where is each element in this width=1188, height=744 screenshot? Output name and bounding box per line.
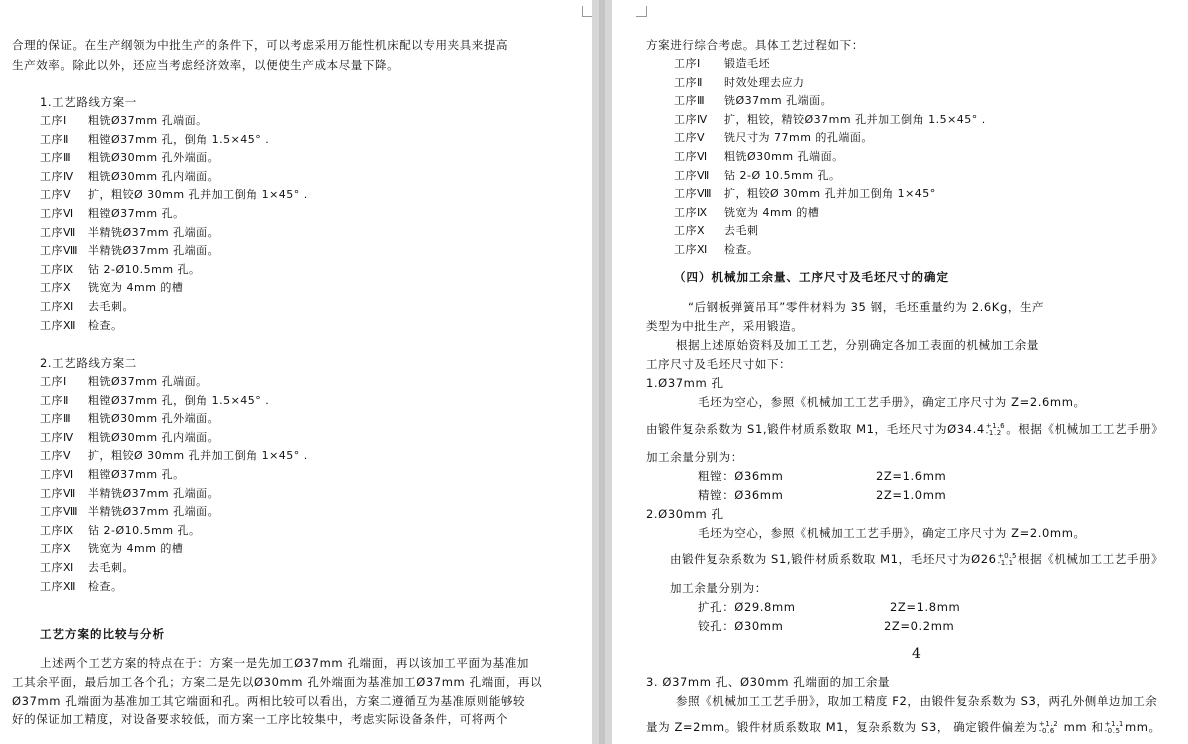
compare-title: 工艺方案的比较与分析 — [40, 627, 165, 641]
continuation-line: 方案进行综合考虑。具体工艺过程如下： — [646, 38, 864, 52]
crop-mark-top-right — [582, 6, 592, 17]
step-number: 工序Ⅰ — [40, 114, 67, 127]
hole37-text: 毛坯为空心，参照《机械加工工艺手册》，确定工序尺寸为 Z=2.6mm。 — [698, 395, 1086, 409]
deviation-line: 量为 Z=2mm。锻件材质系数取 M1，复杂系数为 S3， 确定锻件偏差为 +1.2 -0.6 mm 和 +1.1 -0.5 mm。 — [646, 719, 1161, 735]
step-text: 半精铣Ø37mm 孔端面。 — [88, 486, 220, 500]
hole30-forge-line — [670, 552, 1163, 567]
end-face-text: 参照《机械加工工艺手册》，取加工精度 F2，由锻件复杂系数为 S3，两孔外侧单边加工余 — [676, 694, 1158, 708]
para1-line-b: 类型为中批生产，采用锻造。 — [646, 319, 804, 333]
para1-line-a: “后钢板弹簧吊耳”零件材料为 35 钢，毛坯重量约为 2.6Kg，生产 — [688, 300, 1045, 314]
step-text: 时效处理去应力 — [724, 75, 805, 89]
fine-bore-label: 精镗：Ø36mm — [698, 488, 784, 502]
step-number: 工序Ⅲ — [40, 151, 72, 165]
deviation-text: 量为 Z=2mm。锻件材质系数取 M1，复杂系数为 S3， 确定锻件偏差为 — [646, 720, 1038, 734]
ream-value: 2Z=1.8mm — [890, 600, 961, 614]
step-text: 钻 2-Ø10.5mm 孔。 — [88, 523, 201, 537]
step-number: 工序Ⅺ — [674, 243, 708, 256]
step-text: 粗铣Ø37mm 孔端面。 — [88, 114, 208, 127]
hinge-label: 铰孔：Ø30mm — [698, 619, 784, 633]
step-text: 粗镗Ø37mm 孔，倒角 1.5×45° . — [88, 132, 270, 146]
step-number: 工序Ⅳ — [674, 112, 708, 126]
compare-line-1: 上述两个工艺方案的特点在于：方案一是先加工Ø37mm 孔端面，再以该加工平面为基准加 — [40, 656, 529, 670]
step-number: 工序Ⅳ — [40, 169, 74, 183]
rough-bore-label: 粗镗：Ø36mm — [698, 469, 784, 483]
left-page — [0, 0, 592, 744]
step-number: 工序Ⅷ — [674, 187, 712, 201]
step-text: 扩，粗铰Ø 30mm 孔并加工倒角 1×45° . — [88, 449, 308, 463]
step-text: 半精铣Ø37mm 孔端面。 — [88, 225, 220, 239]
step-text: 扩，粗铰Ø 30mm 孔并加工倒角 1×45° — [724, 187, 936, 201]
step-number: 工序Ⅱ — [674, 75, 703, 89]
intro-line-1: 合理的保证。在生产纲领为中批生产的条件下，可以考虑采用万能性机床配以专用夹具来提高 — [12, 38, 509, 52]
step-number: 工序Ⅷ — [40, 244, 78, 258]
step-text: 粗铣Ø30mm 孔内端面。 — [88, 430, 220, 444]
step-text: 锻造毛坯 — [724, 57, 770, 70]
step-number: 工序Ⅷ — [40, 505, 78, 519]
compare-line-2: 工其余平面，最后加工各个孔；方案二是先以Ø30mm 孔外端面为基准加工Ø37mm 孔端面，再以 — [12, 675, 543, 689]
step-text: 铣Ø37mm 孔端面。 — [724, 94, 833, 108]
para2-line-a: 根据上述原始资料及加工工艺，分别确定各加工表面的机械加工余量 — [676, 338, 1039, 352]
intro-line-2: 生产效率。除此以外，还应当考虑经济效率，以便使生产成本尽量下降。 — [12, 58, 400, 72]
step-text: 钻 2-Ø 10.5mm 孔。 — [724, 168, 841, 182]
hole30-forge-text: 由锻件复杂系数为 S1,锻件材质系数取 M1，毛坯尺寸为Ø26 — [670, 552, 997, 566]
hole30-text: 毛坯为空心，参照《机械加工工艺手册》，确定工序尺寸为 Z=2.0mm。 — [698, 526, 1086, 540]
right-page — [612, 0, 1188, 744]
hinge-value: 2Z=0.2mm — [884, 619, 955, 633]
deviation-1: +1.2 -0.6 — [1038, 719, 1059, 735]
step-text: 扩，粗铰Ø 30mm 孔并加工倒角 1×45° . — [88, 188, 308, 202]
compare-line-3: Ø37mm 孔端面为基准加工其它端面和孔。两相比较可以看出，方案二遵循互为基准原则能够较 — [12, 694, 526, 708]
plan2-title: 2.工艺路线方案二 — [40, 356, 137, 370]
step-text: 检查。 — [88, 318, 123, 332]
step-number: 工序Ⅴ — [40, 449, 72, 463]
page-gutter — [592, 0, 612, 744]
step-number: 工序Ⅺ — [40, 561, 74, 574]
step-text: 粗铣Ø30mm 孔外端面。 — [88, 412, 220, 426]
step-number: 工序Ⅸ — [40, 262, 74, 276]
step-text: 去毛刺。 — [88, 300, 134, 313]
step-number: 工序Ⅱ — [40, 393, 69, 407]
step-number: 工序Ⅶ — [40, 486, 76, 500]
step-number: 工序Ⅻ — [40, 318, 76, 332]
step-number: 工序Ⅵ — [40, 207, 74, 220]
step-number: 工序Ⅵ — [674, 150, 708, 163]
step-number: 工序Ⅹ — [674, 224, 706, 238]
step-number: 工序Ⅲ — [40, 412, 72, 426]
step-number: 工序Ⅺ — [40, 300, 74, 313]
para2-line-b: 工序尺寸及毛坯尺寸如下： — [646, 357, 792, 371]
step-text: 去毛刺。 — [88, 561, 134, 574]
hole30-heading: 2.Ø30mm 孔 — [646, 507, 724, 521]
allowance-label-2: 加工余量分别为： — [670, 581, 767, 595]
deviation-2: +1.1 -0.5 — [1104, 719, 1124, 735]
step-text: 检查。 — [88, 579, 123, 593]
hole37-heading: 1.Ø37mm 孔 — [646, 376, 724, 390]
step-text: 扩，粗铰，精铰Ø37mm 孔并加工倒角 1.5×45° . — [724, 112, 986, 126]
step-number: 工序Ⅳ — [40, 430, 74, 444]
fine-bore-value: 2Z=1.0mm — [876, 488, 947, 502]
step-text: 半精铣Ø37mm 孔端面。 — [88, 244, 220, 258]
hole37-tolerance: +1.6 -1.2 — [985, 421, 1006, 437]
step-number: 工序Ⅱ — [40, 132, 69, 146]
step-text: 半精铣Ø37mm 孔端面。 — [88, 505, 220, 519]
step-text: 去毛刺 — [724, 224, 759, 238]
hole30-tolerance: +0.5 -1.1 — [997, 551, 1018, 567]
step-number: 工序Ⅴ — [40, 188, 72, 202]
step-text: 铣宽为 4mm 的槽 — [88, 281, 184, 295]
section4-title: （四）机械加工余量、工序尺寸及毛坯尺寸的确定 — [674, 270, 949, 284]
step-text: 粗铣Ø30mm 孔端面。 — [724, 150, 844, 163]
step-number: 工序Ⅲ — [674, 94, 706, 108]
step-number: 工序Ⅸ — [674, 205, 708, 219]
step-text: 铣宽为 4mm 的槽 — [88, 542, 184, 556]
step-text: 铣宽为 4mm 的槽 — [724, 205, 820, 219]
step-number: 工序Ⅴ — [674, 131, 706, 145]
step-text: 钻 2-Ø10.5mm 孔。 — [88, 262, 201, 276]
step-text: 粗镗Ø37mm 孔。 — [88, 207, 185, 220]
step-number: 工序Ⅰ — [674, 57, 701, 70]
crop-mark-top-left — [636, 6, 647, 17]
step-text: 铣尺寸为 77mm 的孔端面。 — [724, 131, 873, 145]
page-number: 4 — [912, 646, 922, 662]
step-number: 工序Ⅶ — [674, 168, 710, 182]
step-text: 粗铣Ø30mm 孔内端面。 — [88, 169, 220, 183]
step-number: 工序Ⅻ — [40, 579, 76, 593]
step-text: 粗镗Ø37mm 孔。 — [88, 468, 185, 481]
allowance-label-1: 加工余量分别为： — [646, 450, 743, 464]
step-text: 粗镗Ø37mm 孔，倒角 1.5×45° . — [88, 393, 270, 407]
hole37-forge-ref: 。根据《机械加工工艺手册》 — [1006, 422, 1164, 436]
rough-bore-value: 2Z=1.6mm — [876, 469, 947, 483]
plan1-title: 1.工艺路线方案一 — [40, 95, 137, 109]
step-number: 工序Ⅹ — [40, 281, 72, 295]
step-number: 工序Ⅸ — [40, 523, 74, 537]
compare-line-4: 好的保证加工精度，对设备要求较低，而方案一工序比较集中，考虑实际设备条件，可将两个 — [12, 712, 509, 726]
ream-label: 扩孔：Ø29.8mm — [698, 600, 796, 614]
step-number: 工序Ⅹ — [40, 542, 72, 556]
hole30-forge-ref: 根据《机械加工工艺手册》 — [1018, 552, 1164, 566]
step-number: 工序Ⅰ — [40, 375, 67, 388]
step-number: 工序Ⅶ — [40, 225, 76, 239]
hole37-forge-line — [646, 422, 1164, 437]
step-text: 粗铣Ø37mm 孔端面。 — [88, 375, 208, 388]
hole37-forge-text: 由锻件复杂系数为 S1,锻件材质系数取 M1，毛坯尺寸为Ø34.4 — [646, 422, 985, 436]
end-face-heading: 3. Ø37mm 孔、Ø30mm 孔端面的加工余量 — [646, 675, 891, 689]
step-number: 工序Ⅵ — [40, 468, 74, 481]
step-text: 检查。 — [724, 243, 759, 256]
step-text: 粗铣Ø30mm 孔外端面。 — [88, 151, 220, 165]
